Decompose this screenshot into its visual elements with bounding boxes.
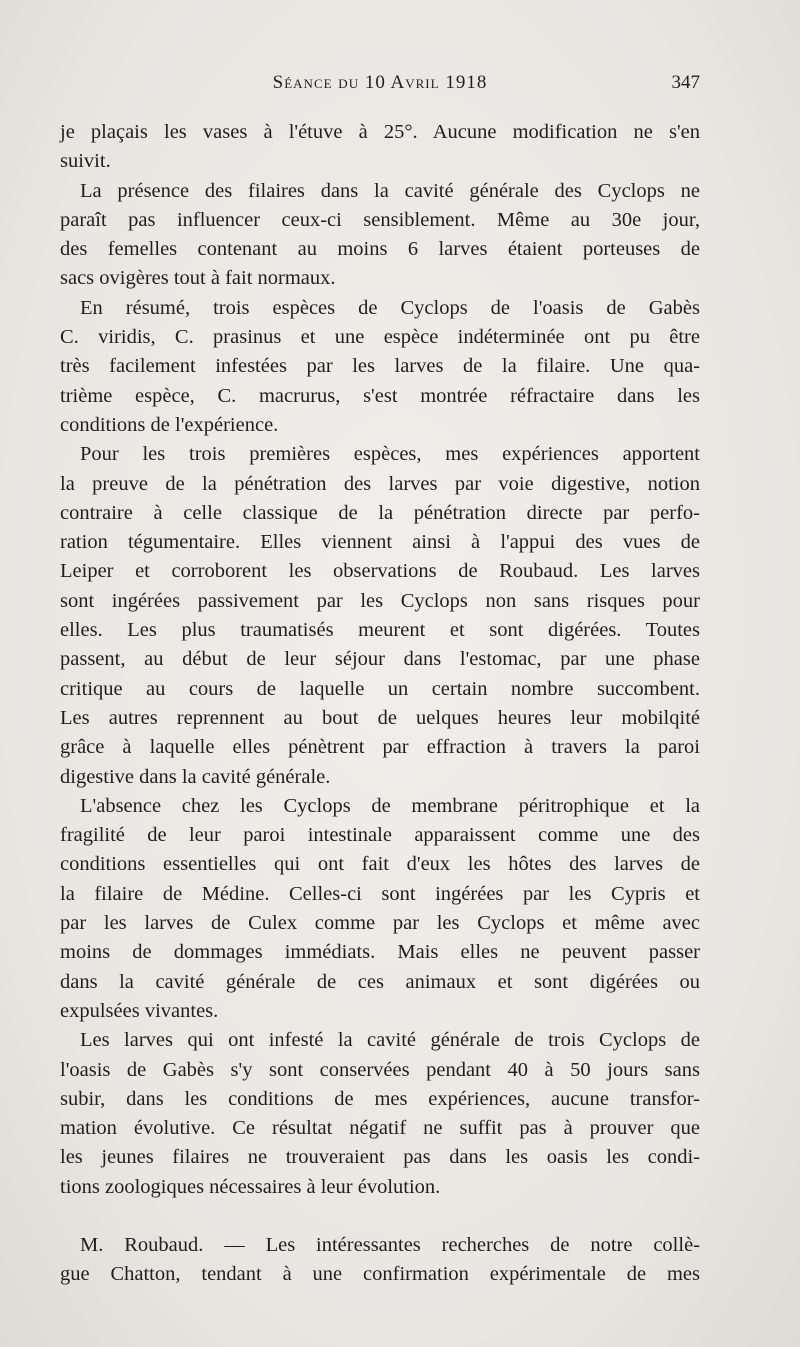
text-line: contraire à celle classique de la pénétration directe par perfo- bbox=[60, 501, 700, 524]
text-line: grâce à laquelle elles pénètrent par effraction à travers la paroi bbox=[60, 736, 700, 759]
text-line: C. viridis, C. prasinus et une espèce indéterminée ont pu être bbox=[60, 326, 700, 349]
text-line: les jeunes filaires ne trouveraient pas dans les oasis les condi- bbox=[60, 1146, 700, 1169]
text-line: La présence des filaires dans la cavité générale des Cyclops ne bbox=[80, 179, 700, 202]
text-line: par les larves de Culex comme par les Cyclops et même avec bbox=[60, 912, 700, 935]
text-line: subir, dans les conditions de mes expériences, aucune transfor- bbox=[60, 1087, 700, 1110]
text-line: tions zoologiques nécessaires à leur évolution. bbox=[60, 1175, 441, 1198]
text-line: Leiper et corroborent les observations de Roubaud. Les larves bbox=[60, 560, 700, 583]
text-line: Les larves qui ont infesté la cavité générale de trois Cyclops de bbox=[80, 1029, 700, 1052]
text-line: trième espèce, C. macrurus, s'est montrée réfractaire dans les bbox=[60, 384, 700, 407]
text-line: paraît pas influencer ceux-ci sensiblement. Même au 30e jour, bbox=[60, 208, 700, 231]
text-line: Pour les trois premières espèces, mes expériences apportent bbox=[80, 443, 700, 466]
text-line: passent, au début de leur séjour dans l'estomac, par une phase bbox=[60, 648, 700, 671]
running-head: Séance du 10 Avril 1918 bbox=[272, 72, 488, 93]
text-line: mation évolutive. Ce résultat négatif ne suffit pas à prouver que bbox=[60, 1117, 700, 1140]
text-line: Les autres reprennent au bout de uelques heures leur mobilqité bbox=[60, 706, 700, 729]
text-line: ration tégumentaire. Elles viennent ainsi à l'appui des vues de bbox=[60, 531, 700, 554]
text-line: conditions essentielles qui ont fait d'eux les hôtes des larves de bbox=[60, 853, 700, 876]
text-line: gue Chatton, tendant à une confirmation expérimentale de mes bbox=[60, 1263, 700, 1286]
paragraph-gap bbox=[60, 1202, 700, 1231]
page-number: 347 bbox=[671, 72, 700, 93]
text-line: expulsées vivantes. bbox=[60, 999, 219, 1022]
text-line: L'absence chez les Cyclops de membrane péritrophique et la bbox=[80, 794, 700, 817]
text-line: En résumé, trois espèces de Cyclops de l'oasis de Gabès bbox=[80, 296, 700, 319]
text-line: suivit. bbox=[60, 150, 111, 173]
text-line: l'oasis de Gabès s'y sont conservées pendant 40 à 50 jours sans bbox=[60, 1058, 700, 1081]
text-line: fragilité de leur paroi intestinale apparaissent comme une des bbox=[60, 824, 700, 847]
page-header bbox=[60, 72, 700, 104]
text-line: M. Roubaud. — Les intéressantes recherches de notre collè- bbox=[80, 1233, 700, 1256]
text-line: digestive dans la cavité générale. bbox=[60, 765, 331, 788]
text-line: dans la cavité générale de ces animaux et sont digérées ou bbox=[60, 970, 700, 993]
text-line: la preuve de la pénétration des larves par voie digestive, notion bbox=[60, 472, 700, 495]
text-line: très facilement infestées par les larves de la filaire. Une qua- bbox=[60, 355, 700, 378]
text-line: sont ingérées passivement par les Cyclops non sans risques pour bbox=[60, 589, 700, 612]
text-line: sacs ovigères tout à fait normaux. bbox=[60, 267, 336, 290]
text-line: la filaire de Médine. Celles-ci sont ingérées par les Cypris et bbox=[60, 882, 700, 905]
body-text bbox=[60, 118, 700, 1290]
text-line: je plaçais les vases à l'étuve à 25°. Aucune modification ne s'en bbox=[60, 121, 700, 143]
text-line: conditions de l'expérience. bbox=[60, 413, 279, 436]
text-line: critique au cours de laquelle un certain nombre succombent. bbox=[60, 677, 700, 700]
text-line: elles. Les plus traumatisés meurent et sont digérées. Toutes bbox=[60, 619, 700, 642]
text-line: moins de dommages immédiats. Mais elles ne peuvent passer bbox=[60, 941, 700, 964]
text-line: des femelles contenant au moins 6 larves étaient porteuses de bbox=[60, 238, 700, 261]
